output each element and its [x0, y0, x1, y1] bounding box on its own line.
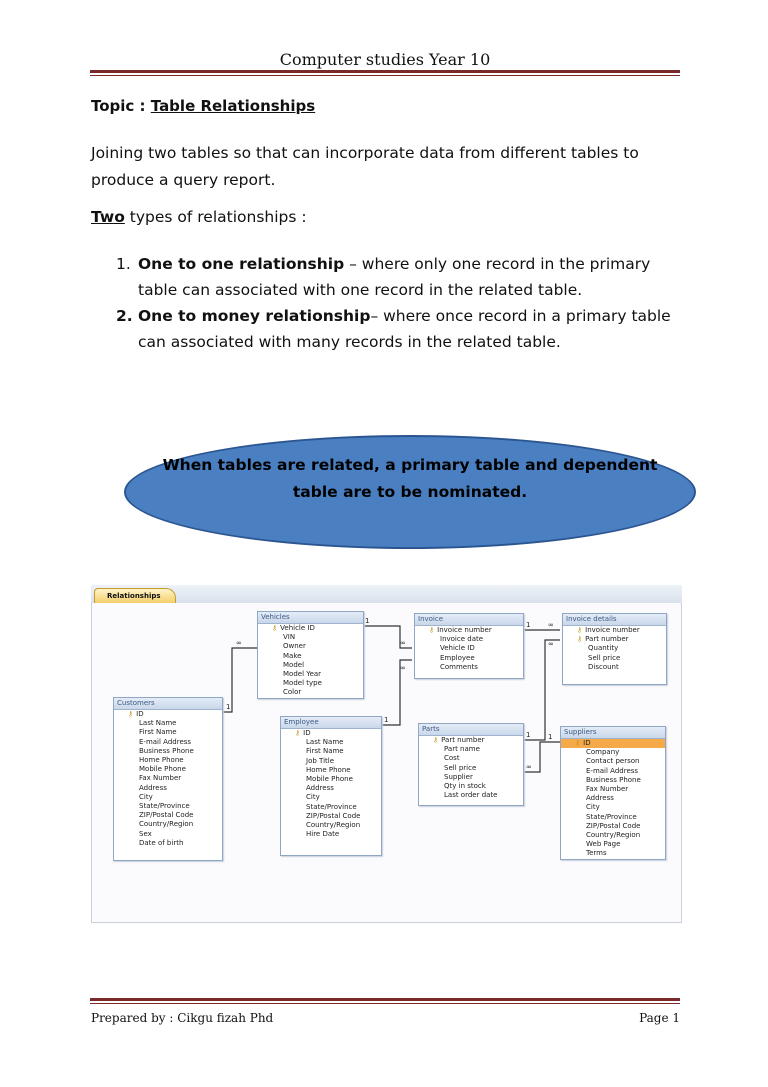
table-invoice[interactable]: [414, 613, 524, 679]
table-field[interactable]: ⚷ ID: [128, 710, 144, 718]
types-line: [91, 208, 307, 226]
table-field[interactable]: State/Province: [306, 802, 357, 811]
types-rest: types of relationships :: [124, 208, 307, 226]
rel-one-label: 1: [384, 716, 389, 724]
table-title[interactable]: Suppliers: [561, 727, 665, 739]
table-field[interactable]: Terms: [586, 849, 607, 858]
table-field[interactable]: E-mail Address: [586, 766, 639, 775]
list-item: [116, 251, 686, 303]
key-icon: ⚷: [433, 736, 439, 744]
table-parts[interactable]: [418, 723, 524, 806]
rel-many-label: ∞: [548, 621, 554, 629]
key-icon: ⚷: [575, 739, 581, 747]
table-field[interactable]: Business Phone: [139, 746, 194, 755]
table-field[interactable]: Home Phone: [306, 765, 351, 774]
key-icon: ⚷: [295, 729, 301, 737]
table-title[interactable]: Invoice details: [563, 614, 666, 626]
types-bold: Two: [91, 208, 125, 226]
table-field[interactable]: First Name: [306, 747, 344, 756]
table-field[interactable]: ⚷ Invoice number: [577, 626, 640, 634]
rel-many-label: ∞: [236, 639, 242, 647]
table-field[interactable]: City: [586, 803, 600, 812]
table-field[interactable]: Hire Date: [306, 830, 340, 839]
footer-page-number: Page 1: [639, 1011, 680, 1025]
key-icon: ⚷: [128, 710, 134, 718]
table-field[interactable]: Contact person: [586, 757, 640, 766]
table-title[interactable]: Customers: [114, 698, 222, 710]
table-field[interactable]: Business Phone: [586, 775, 641, 784]
table-field[interactable]: City: [139, 792, 153, 801]
table-field[interactable]: City: [306, 793, 320, 802]
table-field[interactable]: Last order date: [444, 791, 498, 800]
table-field[interactable]: State/Province: [586, 812, 637, 821]
table-field[interactable]: Invoice date: [440, 635, 484, 644]
table-title[interactable]: Invoice: [415, 614, 523, 626]
table-employee[interactable]: [280, 716, 382, 856]
table-field[interactable]: Vehicle ID: [440, 644, 475, 653]
table-field[interactable]: Owner: [283, 642, 306, 651]
list-item: [116, 303, 686, 355]
table-field[interactable]: Mobile Phone: [306, 775, 353, 784]
table-field[interactable]: Model Year: [283, 670, 322, 679]
table-field[interactable]: Comments: [440, 662, 478, 671]
table-field[interactable]: ZIP/Postal Code: [139, 811, 194, 820]
key-icon: ⚷: [429, 626, 435, 634]
key-icon: ⚷: [577, 635, 583, 644]
table-field[interactable]: VIN: [283, 633, 296, 642]
diagram-tabbar: [91, 585, 682, 603]
header-rule: [90, 70, 680, 73]
table-field[interactable]: E-mail Address: [139, 737, 192, 746]
relationships-tab[interactable]: Relationships: [94, 588, 176, 603]
footer-rule-thin: [90, 1003, 680, 1004]
table-title[interactable]: Employee: [281, 717, 381, 729]
table-field[interactable]: Model type: [283, 679, 322, 688]
header-rule-thin: [90, 75, 680, 76]
topic-heading: [91, 97, 315, 115]
table-field[interactable]: First Name: [139, 728, 177, 737]
table-field[interactable]: Discount: [588, 662, 619, 671]
table-invoice-details[interactable]: [562, 613, 667, 685]
table-field[interactable]: Last Name: [306, 738, 344, 747]
table-vehicles[interactable]: [257, 611, 364, 699]
list-number: 1.: [116, 255, 131, 273]
table-field[interactable]: ⚷ ID: [561, 739, 665, 748]
rel-one-label: 1: [226, 703, 231, 711]
relationship-list: [116, 251, 686, 355]
table-field[interactable]: Country/Region: [586, 831, 641, 840]
table-field[interactable]: Web Page: [586, 840, 621, 849]
table-field[interactable]: Qty in stock: [444, 782, 486, 791]
table-suppliers[interactable]: [560, 726, 666, 860]
table-field[interactable]: Color: [283, 688, 302, 697]
table-field[interactable]: Country/Region: [139, 820, 194, 829]
table-field[interactable]: Home Phone: [139, 756, 184, 765]
table-field[interactable]: ⚷ Vehicle ID: [272, 624, 315, 632]
table-field[interactable]: Last Name: [139, 719, 177, 728]
key-icon: ⚷: [272, 624, 278, 632]
table-field[interactable]: Supplier: [444, 772, 473, 781]
table-field[interactable]: ⚷ ID: [295, 729, 311, 737]
table-field[interactable]: Address: [306, 784, 334, 793]
table-field[interactable]: Sex: [139, 829, 152, 838]
table-field[interactable]: Sell price: [444, 763, 477, 772]
table-field[interactable]: Sell price: [588, 653, 621, 662]
rel-many-label: ∞: [526, 763, 532, 771]
intro-paragraph: Joining two tables so that can incorporate data from different tables to produce a query report.: [91, 144, 639, 189]
topic-label: Topic :: [91, 97, 151, 115]
rel-one-label: 1: [548, 733, 553, 741]
table-field[interactable]: Country/Region: [306, 821, 361, 830]
footer-author: Prepared by : Cikgu fizah Phd: [91, 1011, 274, 1025]
table-field[interactable]: Address: [139, 783, 167, 792]
table-field[interactable]: Job Title: [306, 756, 335, 765]
key-icon: ⚷: [577, 626, 583, 634]
table-field[interactable]: Company: [586, 748, 620, 757]
table-field[interactable]: Employee: [440, 653, 475, 662]
table-field[interactable]: Part name: [444, 745, 480, 754]
table-field[interactable]: Address: [586, 794, 614, 803]
table-field[interactable]: Date of birth: [139, 838, 184, 847]
table-field[interactable]: Quantity: [588, 644, 619, 653]
footer-rule: [90, 998, 680, 1001]
page-header: Computer studies Year 10: [279, 50, 491, 69]
table-field[interactable]: Make: [283, 651, 302, 660]
table-customers[interactable]: [113, 697, 223, 861]
table-field[interactable]: ⚷ Invoice number: [429, 626, 492, 634]
table-field[interactable]: Fax Number: [139, 774, 182, 783]
table-field[interactable]: Mobile Phone: [139, 765, 186, 774]
table-field[interactable]: Model: [283, 660, 305, 669]
list-term: One to one relationship: [138, 255, 345, 273]
table-field[interactable]: ZIP/Postal Code: [586, 821, 641, 830]
rel-many-label: ∞: [400, 664, 406, 672]
rel-one-label: 1: [365, 617, 370, 625]
table-field[interactable]: ⚷ Part number: [577, 635, 629, 644]
list-number: 2.: [116, 307, 133, 325]
rel-many-label: ∞: [548, 640, 554, 648]
rel-one-label: 1: [526, 621, 531, 629]
topic-title: Table Relationships: [150, 97, 316, 115]
list-term: One to money relationship: [138, 307, 371, 325]
table-field[interactable]: ⚷ Part number: [433, 736, 485, 744]
table-field[interactable]: ZIP/Postal Code: [306, 811, 361, 820]
table-title[interactable]: Parts: [419, 724, 523, 736]
list-desc: – where once record in a primary table can associated with many records in the related table.: [138, 307, 671, 351]
table-field[interactable]: State/Province: [139, 802, 190, 811]
table-title[interactable]: Vehicles: [258, 612, 363, 624]
table-field[interactable]: Cost: [444, 754, 460, 763]
list-desc: – where only one record in the primary table can associated with one record in the related table.: [138, 255, 651, 299]
callout-text: When tables are related, a primary table and dependent table are to be nominated.: [162, 456, 658, 501]
rel-one-label: 1: [526, 731, 531, 739]
rel-many-label: ∞: [400, 639, 406, 647]
table-field[interactable]: Fax Number: [586, 785, 629, 794]
